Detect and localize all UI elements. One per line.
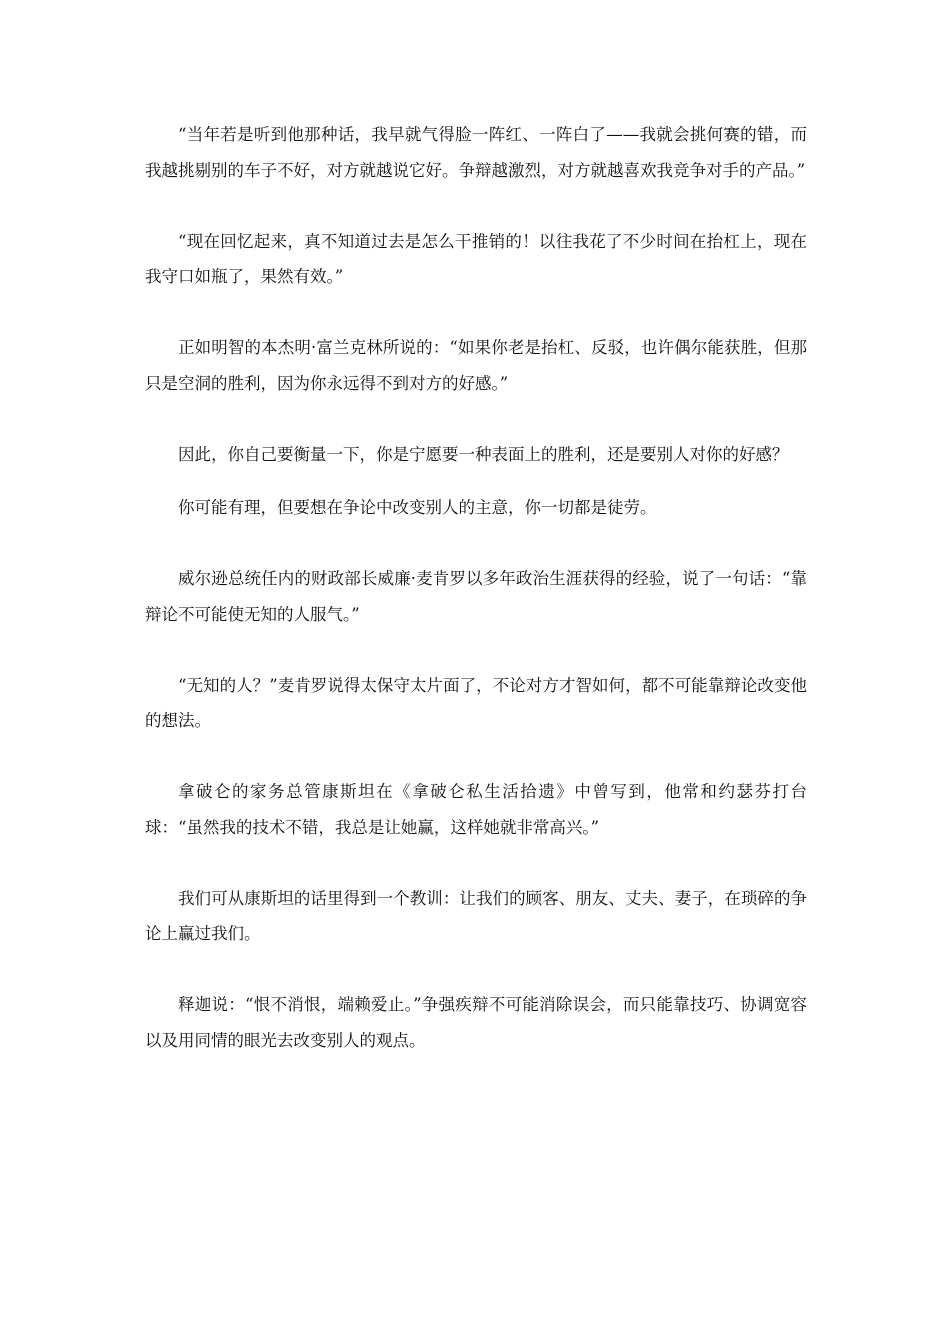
- paragraph: 正如明智的本杰明·富兰克林所说的：“如果你老是抬杠、反驳，也许偶尔能获胜，但那只是空洞的胜利，因为你永远得不到对方的好感。”: [145, 338, 807, 393]
- document-body: [145, 117, 807, 1058]
- paragraph: 拿破仑的家务总管康斯坦在《拿破仑私生活拾遗》中曾写到，他常和约瑟芬打台球：“虽然我的技术不错，我总是让她赢，这样她就非常高兴。”: [145, 782, 807, 837]
- paragraph: 威尔逊总统任内的财政部长威廉·麦肯罗以多年政治生涯获得的经验，说了一句话：“靠辩论不可能使无知的人服气。”: [145, 569, 807, 624]
- paragraph: 因此，你自己要衡量一下，你是宁愿要一种表面上的胜利，还是要别人对你的好感？: [178, 444, 789, 464]
- paragraph: “当年若是听到他那种话，我早就气得脸一阵红、一阵白了——我就会挑何赛的错，而我越挑剔别的车子不好，对方就越说它好。争辩越激烈，对方就越喜欢我竞争对手的产品。”: [145, 125, 807, 180]
- paragraph: “现在回忆起来，真不知道过去是怎么干推销的！以往我花了不少时间在抬杠上，现在我守口如瓶了，果然有效。”: [145, 231, 807, 286]
- paragraph: 你可能有理，但要想在争论中改变别人的主意，你一切都是徒劳。: [178, 498, 657, 517]
- paragraph: “无知的人？”麦肯罗说得太保守太片面了，不论对方才智如何，都不可能靠辩论改变他的想法。: [145, 675, 807, 730]
- paragraph: 我们可从康斯坦的话里得到一个教训：让我们的顾客、朋友、丈夫、妻子，在琐碎的争论上赢过我们。: [145, 888, 807, 943]
- paragraph: 释迦说：“恨不消恨，端赖爱止。”争强疾辩不可能消除误会，而只能靠技巧、协调宽容以及用同情的眼光去改变别人的观点。: [145, 995, 807, 1050]
